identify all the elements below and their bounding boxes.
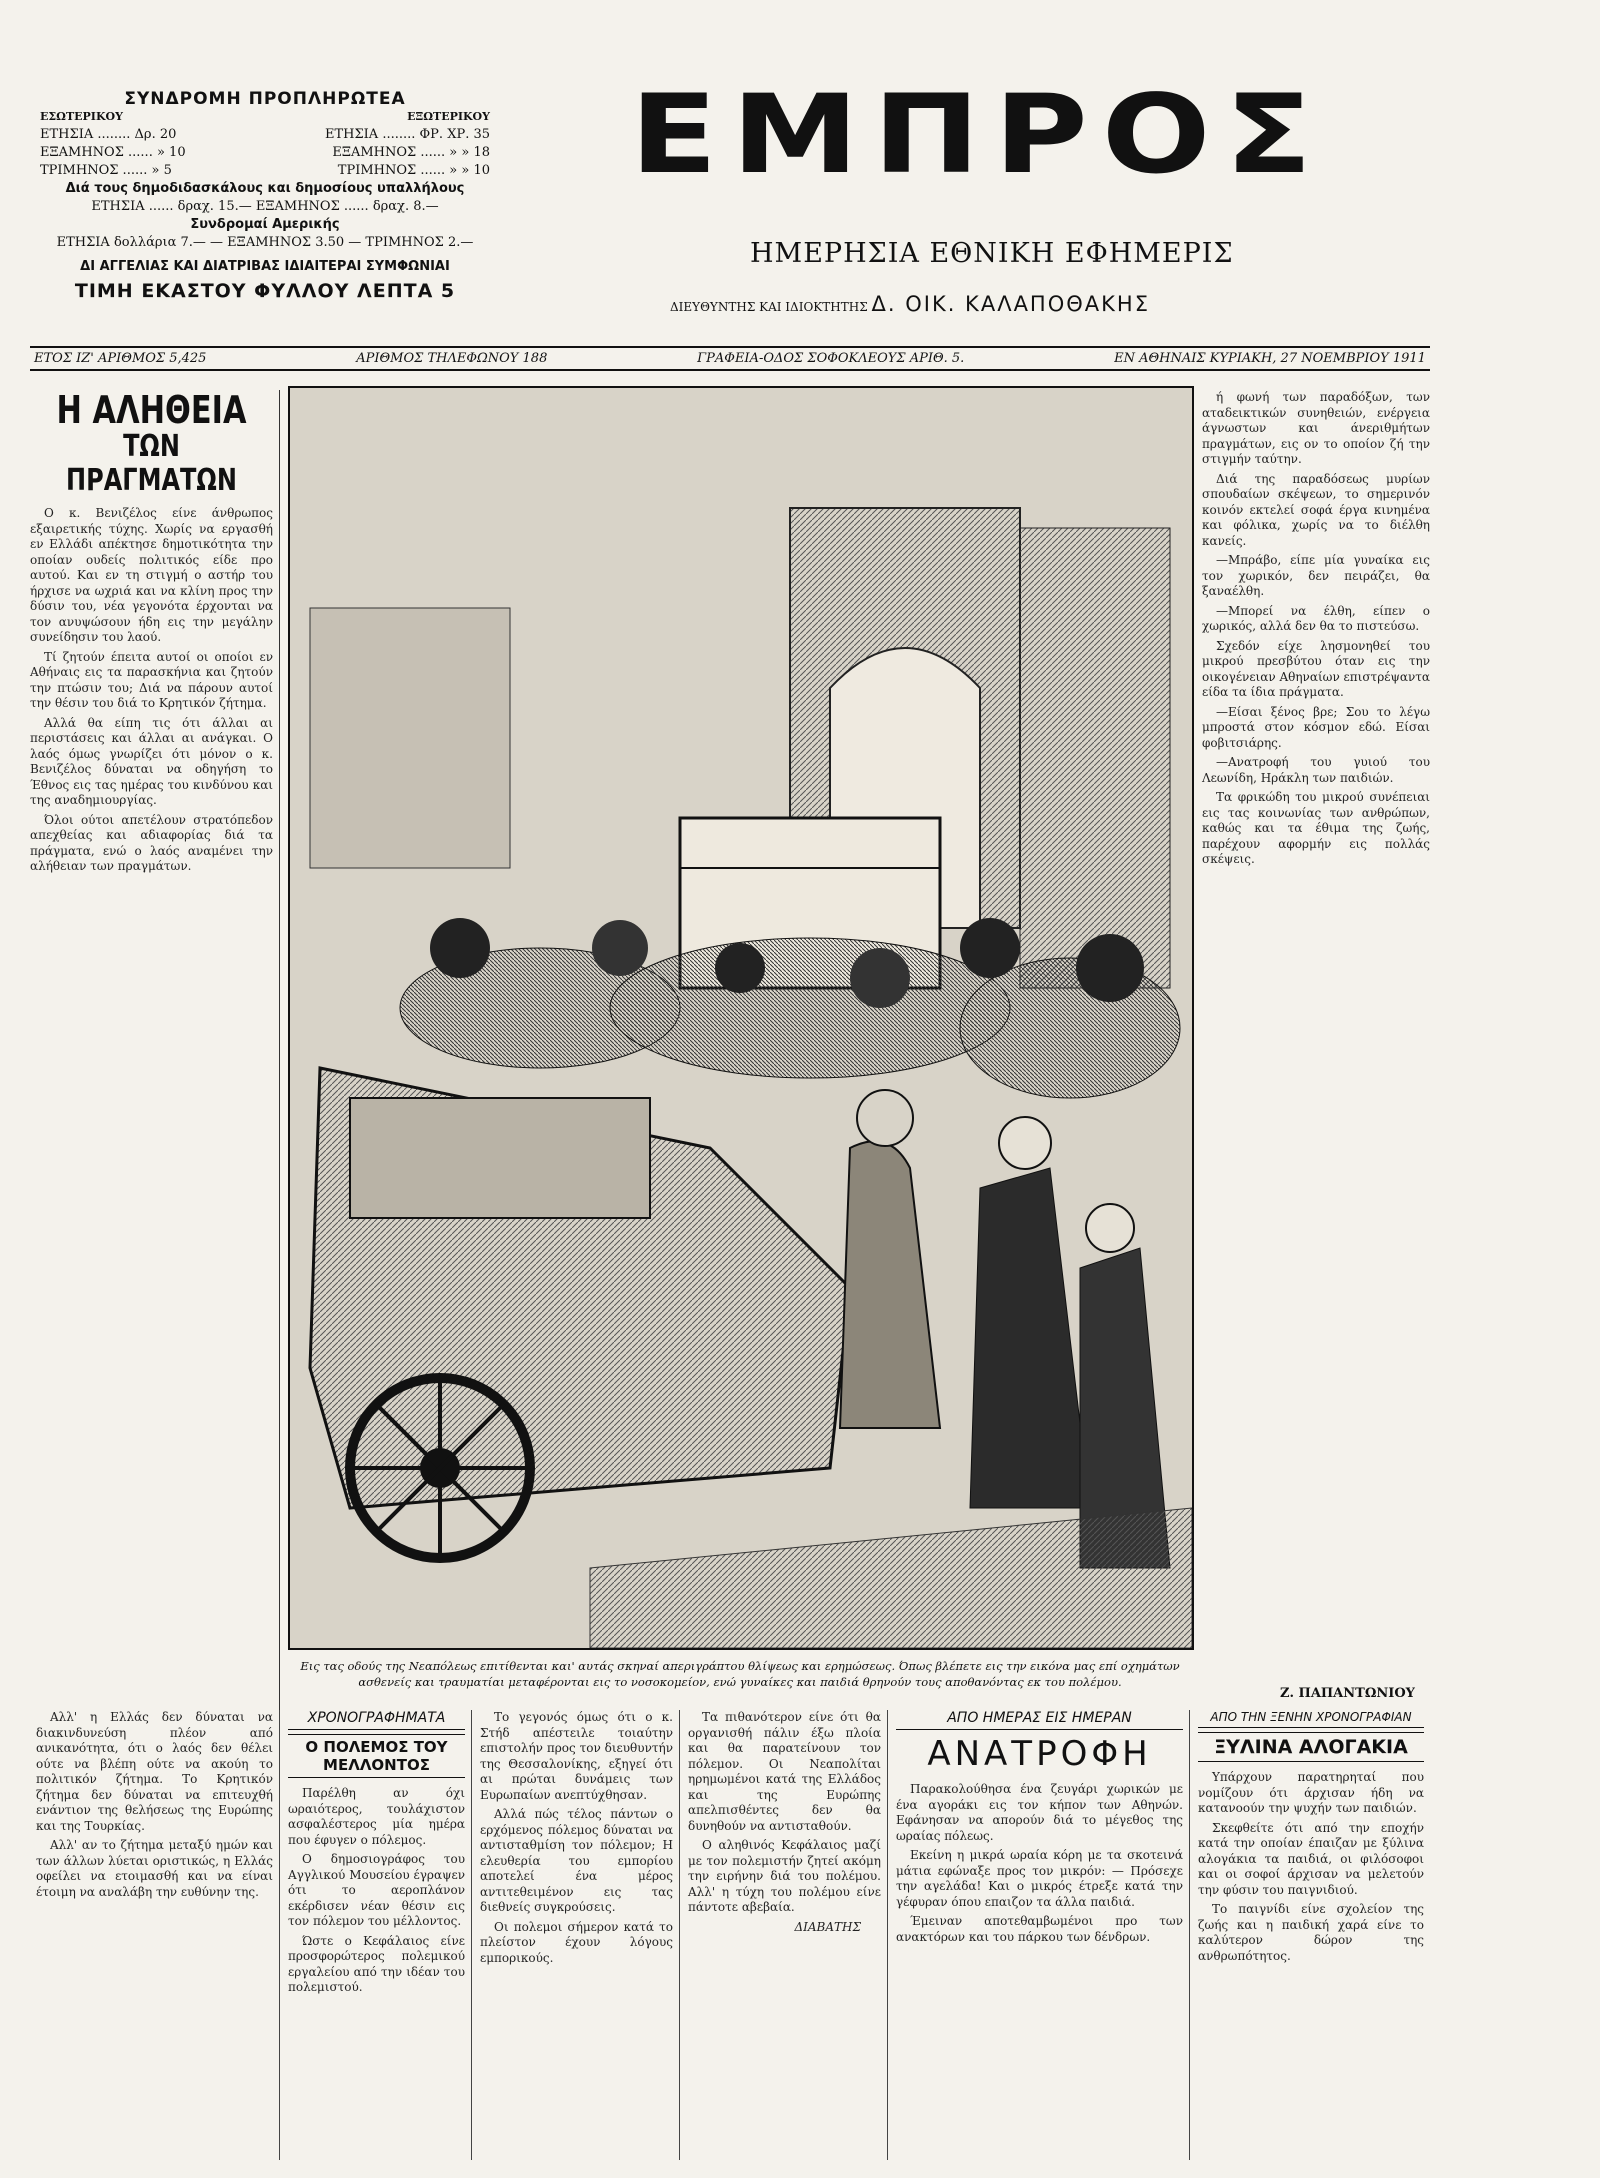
phone-number: ΑΡΙΘΜΟΣ ΤΗΛΕΦΩΝΟΥ 188 (356, 351, 548, 366)
america-title: Συνδρομαί Αμερικής (190, 217, 340, 232)
war-paragraph: Το γεγονός όμως ότι ο κ. Στήδ απέστειλε τοιαύτην επιστολήν προς τον διευθυντήν της Θεσσαλονίκης, εξηγεί ότι αι πρώται δυνάμεις των Ευρωπαίων ανεπτύχθησαν. (480, 1710, 673, 1802)
america-rates: ΕΤΗΣΙΑ δολλάρια 7.— — ΕΞΑΜΗΝΟΣ 3.50 — ΤΡΙΜΗΝΟΣ 2.— (56, 235, 474, 250)
lead-subtitle: ΤΩΝ ΠΡΑΓΜΑΤΩΝ (66, 429, 237, 498)
rate-left: ΕΞΑΜΗΝΟΣ ...... » 10 (40, 145, 186, 160)
right-paragraph: —Μπράβο, είπε μία γυναίκα εις τον χωρικόν, δεν πειράζει, θα ξαναέλθη. (1202, 553, 1430, 598)
issue-date: ΕΝ ΑΘΗΝΑΙΣ ΚΥΡΙΑΚΗ, 27 ΝΟΕΜΒΡΙΟΥ 1911 (1114, 351, 1426, 366)
chronicle-paragraph: Ο δημοσιογράφος του Αγγλικού Μουσείου έγραψεν ότι το αεροπλάνον εκέρδισεν νέαν θέσιν εις τον πόλεμον του μέλλοντος. (288, 1852, 465, 1928)
teachers-note: Διά τους δημοδιδασκάλους και δημοσίους υπαλλήλους (65, 181, 465, 196)
lead-paragraph: Αλλά θα είπη τις ότι άλλαι αι περιστάσεις και άλλαι αι ανάγκαι. Ο λαός όμως γνωρίζει ότι μόνον ο κ. Βενιζέλος δύναται να οδηγήση το Έθνος εις τας ημέρας του κινδύνου και της αναδημιουργίας. (30, 715, 273, 807)
director-name: Δ. ΟΙΚ. ΚΑΛΑΠΟΘΑΚΗΣ (871, 292, 1150, 316)
wooden-horses-title: ΞΥΛΙΝΑ ΑΛΟΓΑΚΙΑ (1198, 1732, 1424, 1762)
issue-year: ΕΤΟΣ ΙΖ' ΑΡΙΘΜΟΣ 5,425 (34, 351, 207, 366)
newspaper-title: ΕΜΠΡΟΣ (630, 71, 1326, 199)
upbringing-paragraph: Έμειναν αποτεθαμβωμένοι προ των ανακτόρων και του πάρκου των δένδρων. (896, 1914, 1183, 1944)
chronicle-paragraph: Παρέλθη αν όχι ωραιότερος, τουλάχιστον ασφαλέστερος μία ημέρα που έφυγεν ο πόλεμος. (288, 1786, 465, 1847)
lead-paragraph: Τί ζητούν έπειτα αυτοί οι οποίοι εν Αθήναις εις τα παρασκήνια και ζητούν την πτώσιν του; Διά να πάρουν αυτοί την θέσιν του διά το Κρητικόν ζήτημα. (30, 649, 273, 710)
lead-paragraph: Ο κ. Βενιζέλος είνε άνθρωπος εξαιρετικής τύχης. Χωρίς να εργασθή εν Ελλάδι απέκτησε δημοτικότητα την οποίαν ουδείς πολιτικός είδε προ αυτού. Και εν τη στιγμή ο αστήρ του ήρχισε να ωχριά και να κλίνη προς την δύσιν του, νέα γεγονότα έρχονται να τον ανυψώσουν ήδη εις την μεγάλην συνείδησιν του λαού. (30, 506, 273, 644)
col-interior: ΕΣΩΤΕΡΙΚΟΥ (40, 110, 123, 123)
war-article-end (682, 1710, 888, 2160)
right-paragraph: —Ανατροφή του γυιού του Λεωνίδη, Ηράκλη των παιδιών. (1202, 755, 1430, 785)
war-paragraph: Τα πιθανότερον είνε ότι θα οργανισθή πάλιν έξω πλοία και θα παρατείνουν τον πόλεμον. Οι Νεαπολίται ηρημωμένοι κατά της Ελλάδος και της Ευρώπης απελπισθέντες δεν θα δυνηθούν να αντισταθούν. (688, 1710, 881, 1833)
issue-info-bar (30, 346, 1430, 371)
subscription-block (40, 90, 490, 300)
front-page-illustration (288, 386, 1194, 1650)
rate-right: ΕΤΗΣΙΑ ........ ΦΡ. ΧΡ. 35 (324, 127, 490, 142)
continuation-paragraph: Αλλ' η Ελλάς δεν δύναται να διακινδυνεύση πλέον από ανικανότητα, ότι ο λαός δεν θέλει ούτε να βλέπη ούτε να ακούη το πολιτικόν ζήτημα. Το Κρητικόν ζήτημα δεν δύναται να επιτευχθή ενάντιον της θελήσεως της Ευρώπης και της Τουρκίας. (36, 1710, 273, 1833)
director-label: ΔΙΕΥΘΥΝΤΗΣ ΚΑΙ ΙΔΙΟΚΤΗΤΗΣ (670, 300, 868, 314)
subscription-title: ΣΥΝΔΡΟΜΗ ΠΡΟΠΛΗΡΩΤΕΑ (124, 89, 406, 109)
right-paragraph: Σχεδόν είχε λησμονηθεί του μικρού πρεσβύτου όταν εις την οικογένειαν Αθηναίων επιστρέψαντα είδα τα ίδια πράγματα. (1202, 638, 1431, 699)
upbringing-column (890, 1710, 1190, 2160)
newspaper-page (30, 70, 1430, 2160)
col-exterior: ΕΞΩΤΕΡΙΚΟΥ (407, 110, 490, 123)
war-paragraph: Οι πολεμοι σήμερον κατά το πλείστον έχουν λόγους εμπορικούς. (480, 1919, 673, 1965)
right-paragraph: —Μπορεί να έλθη, είπεν ο χωρικός, αλλά δεν θα το πιστεύσω. (1202, 603, 1430, 633)
lead-continuation (30, 1710, 280, 2160)
chronicle-column (282, 1710, 472, 2160)
chronicle-header: ΧΡΟΝΟΓΡΑΦΗΜΑΤΑ (288, 1710, 465, 1730)
rate-right: ΤΡΙΜΗΝΟΣ ...... » » 10 (337, 163, 490, 178)
upbringing-paragraph: Παρακολούθησα ένα ζευγάρι χωρικών με ένα αγοράκι εις τον κήπον των Αθηνών. Εφάνησαν να απορούν διά το μέγεθος της ωραίας πόλεως. (896, 1782, 1183, 1843)
rate-left: ΕΤΗΣΙΑ ........ Δρ. 20 (40, 127, 177, 142)
right-paragraph: ή φωνή των παραδόξων, των αταδεικτικών συνηθειών, ενέργεια άγνωστων και άνεριθμήτων πραγμάτων, εις ον το οποίον ζή την στιγμήν ταύτην. (1202, 390, 1430, 466)
rate-left: ΤΡΙΜΗΝΟΣ ...... » 5 (40, 163, 172, 178)
rate-right: ΕΞΑΜΗΝΟΣ ...... » » 18 (332, 145, 490, 160)
offices-address: ΓΡΑΦΕΙΑ-ΟΔΟΣ ΣΟΦΟΚΛΕΟΥΣ ΑΡΙΘ. 5. (697, 351, 965, 366)
lead-title: Η ΑΛΗΘΕΙΑ (56, 388, 247, 432)
lead-paragraph: Όλοι ούτοι απετέλουν στρατόπεδον απεχθείας και αδιαφορίας διά τα πράγματα, ενώ ο λαός αναμένει την αλήθειαν των πραγμάτων. (30, 812, 273, 873)
illustration-caption: Εις τας οδούς της Νεαπόλεως επιτίθενται και' αυτάς σκηναί απεριγράπτου θλίψεως και ερημώσεως. Όπως βλέπετε εις την εικόνα μας επί οχημάτων ασθενείς και τραυματίαι μεταφέρονται εις το νοσοκομείον, ενώ γυναίκες και παιδιά θρηνούν τους αποθανόντας εκ του πολέμου. (300, 1659, 1180, 1689)
wooden-horses-paragraph: Υπάρχουν παρατηρηταί που νομίζουν ότι άρχισαν ήδη να κατανοούν την ψυχήν των παιδιών. (1198, 1770, 1424, 1815)
wooden-horses-header: ΑΠΟ ΤΗΝ ΞΕΝΗΝ ΧΡΟΝΟΓΡΑΦΙΑΝ (1198, 1710, 1424, 1728)
right-paragraph: Διά της παραδόσεως μυρίων σπουδαίων σκέψεων, το σημερινόν κοινόν εκτελεί σοφά έργα κινημένα και φόλικα, χωρίς να το διέλθη κανείς. (1202, 471, 1430, 548)
teachers-rates: ΕΤΗΣΙΑ ...... δραχ. 15.— ΕΞΑΜΗΝΟΣ ...... δραχ. 8.— (91, 199, 439, 214)
street-scene-illustration (290, 388, 1192, 1648)
wooden-horses-paragraph: Σκεφθείτε ότι από την εποχήν κατά την οποίαν έπαιζαν με ξύλινα αλογάκια τα παιδιά, οι φιλόσοφοι και οι σοφοί άρχισαν να μελετούν την φύσιν του παιγνιδιού. (1198, 1820, 1424, 1897)
wooden-horses-paragraph: Το παιγνίδι είνε σχολείον της ζωής και η παιδική χαρά είνε το καλύτερον δώρον της ανθρωπότητος. (1198, 1902, 1424, 1963)
upbringing-title: ΑΝΑΤΡΟΦΗ (927, 1734, 1152, 1774)
price: ΤΙΜΗ ΕΚΑΣΤΟΥ ΦΥΛΛΟΥ ΛΕΠΤΑ 5 (74, 280, 456, 302)
chronicle-paragraph: Ώστε ο Κεφάλαιος είνε προσφορώτερος πολεμικού εργαλείου από την ιδέαν του πολεμιστού. (288, 1933, 465, 1994)
right-column-article (1202, 390, 1430, 1690)
right-column-signature: Ζ. ΠΑΠΑΝΤΩΝΙΟΥ (1280, 1686, 1415, 1701)
chronicle-title: Ο ΠΟΛΕΜΟΣ ΤΟΥ ΜΕΛΛΟΝΤΟΣ (288, 1734, 465, 1778)
wooden-horses-column (1192, 1710, 1430, 2160)
right-paragraph: Τα φρικώδη του μικρού συνέπειαι εις τας κοινωνίας των ανθρώπων, καθώς και τα έθιμα της ζωής, παρέχουν αφορμήν εις πολλάς σκέψεις. (1202, 790, 1430, 866)
director-line (670, 292, 1150, 316)
war-paragraph: Αλλά πώς τέλος πάντων ο ερχόμενος πόλεμος δύναται να αντισταθμίση τον πόλεμον; Η ελευθερία του εμπορίου αποτελεί ένα μέρος αντιτεθειμένον εις τας διεθνείς συγκρούσεις. (480, 1807, 673, 1914)
upbringing-paragraph: Εκείνη η μικρά ωραία κόρη με τα σκοτεινά μάτια εφώναξε προς τον μικρόν: — Πρόσεχε την αγελάδα! Και ο μικρός έτρεξε κατά την γέφυραν όπου επαιζον τα άλλα παιδιά. (896, 1848, 1183, 1909)
continuation-paragraph: Αλλ' αν το ζήτημα μεταξύ ημών και των άλλων λύεται οριστικώς, η Ελλάς οφείλει να ετοιμασθή και να είναι έτοιμη να αναλάβη την ευθύνην της. (36, 1838, 273, 1899)
upbringing-header: ΑΠΟ ΗΜΕΡΑΣ ΕΙΣ ΗΜΕΡΑΝ (896, 1710, 1183, 1730)
ads-note: ΔΙ ΑΓΓΕΛΙΑΣ ΚΑΙ ΔΙΑΤΡΙΒΑΣ ΙΔΙΑΙΤΕΡΑΙ ΣΥΜΦΩΝΙΑΙ (80, 259, 450, 274)
newspaper-subtitle: ΗΜΕΡΗΣΙΑ ΕΘΝΙΚΗ ΕΦΗΜΕΡΙΣ (750, 238, 1234, 269)
war-paragraph: Ο αληθινός Κεφάλαιος μαζί με τον πολεμιστήν ζητεί ακόμη την ειρήνην διά του πολέμου. Αλλ' η τύχη του πολέμου είνε πάντοτε αβεβαία. (688, 1838, 881, 1914)
war-article-continuation (474, 1710, 680, 2160)
war-signature: ΔΙΑΒΑΤΗΣ (794, 1919, 861, 1934)
right-paragraph: —Είσαι ξένος βρε; Σου το λέγω μπροστά στον κόσμον εδώ. Είσαι φοβιτσιάρης. (1202, 704, 1430, 750)
